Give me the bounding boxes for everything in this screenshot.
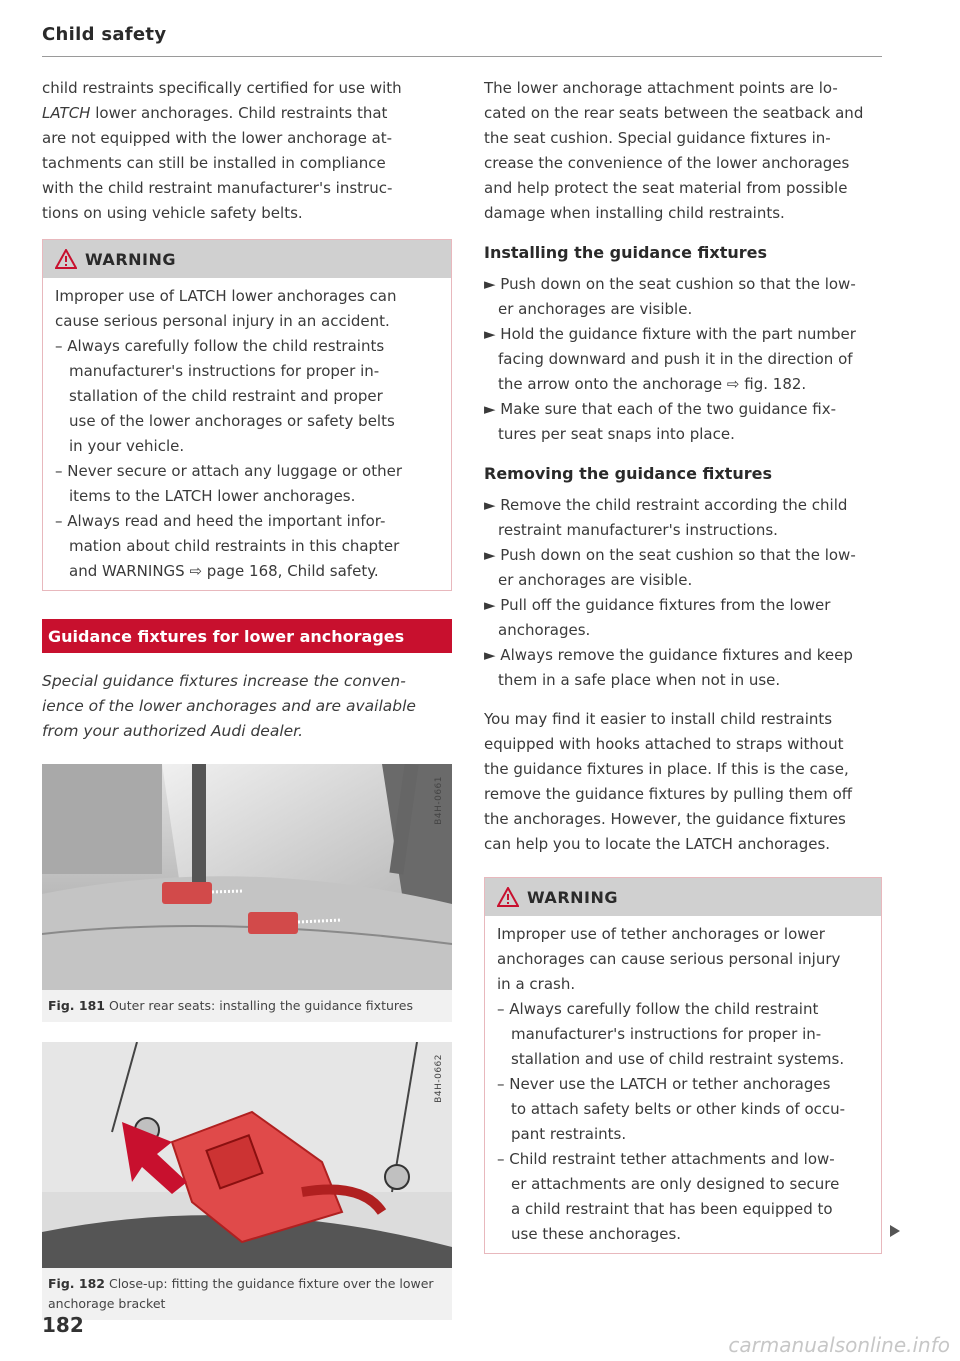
warning-title: WARNING <box>527 887 618 907</box>
right-column <box>484 76 882 1254</box>
page-header <box>42 24 882 57</box>
step-item: ► Make sure that each of the two guidance fix- tures per seat snaps into place. <box>484 400 837 443</box>
warning-title: WARNING <box>85 249 176 269</box>
body-paragraph: You may find it easier to install child restraints equipped with hooks attached to straps without the guidance fixtures in place. If this is the case, remove the guidance fixtures by pulling them off the anchorages. However, the guidance fixtures can help you to locate the LATCH anchorages. <box>484 710 853 853</box>
step-item: ► Pull off the guidance fixtures from the lower anchorages. <box>484 596 831 639</box>
intro-paragraph: The lower anchorage attachment points are lo- cated on the rear seats between the seatback and the seat cushion. Special guidance fixtures in- crease the convenience of the lower anchorages and help protect the seat material from possible damage when installing child restraints. <box>484 79 864 222</box>
chapter-title: Child safety <box>42 24 167 45</box>
figure-181-image <box>42 764 452 990</box>
step-item: ► Always remove the guidance fixtures and keep them in a safe place when not in use. <box>484 646 853 689</box>
warning-item: – Never secure or attach any luggage or other items to the LATCH lower anchorages. <box>55 462 403 505</box>
step-item: ► Remove the child restraint according the child restraint manufacturer's instructions. <box>484 496 848 539</box>
warning-triangle-icon <box>497 887 519 907</box>
figure-182-caption: Fig. 182 Close-up: fitting the guidance fixture over the lower anchorage bracket <box>42 1268 452 1320</box>
guidance-fixture-closeup-illustration <box>42 1042 452 1268</box>
warning-box-latch <box>42 239 452 591</box>
warning-item: – Always read and heed the important infor- mation about child restraints in this chapter and WARNINGS ⇨ page 168, Child safety. <box>55 512 400 580</box>
figure-code: B4H-0662 <box>434 1054 444 1103</box>
remove-steps <box>484 493 882 693</box>
warning-header <box>485 878 881 916</box>
warning-item: – Always carefully follow the child restraint manufacturer's instructions for proper in- stallation and use of child restraint systems. <box>497 1000 845 1068</box>
warning-lead: Improper use of tether anchorages or lower anchorages can cause serious personal injury in a crash. <box>497 925 841 993</box>
warning-item: – Never use the LATCH or tether anchorages to attach safety belts or other kinds of occu- pant restraints. <box>497 1075 846 1143</box>
cross-reference-link[interactable]: and WARNINGS ⇨ page 168, Child safety. <box>69 562 379 580</box>
figure-code: B4H-0661 <box>434 776 444 825</box>
left-column <box>42 76 452 1320</box>
watermark: carmanualsonline.info <box>728 1333 950 1357</box>
remove-heading: Removing the guidance fixtures <box>484 464 772 483</box>
warning-lead: Improper use of LATCH lower anchorages can cause serious personal injury in an accident. <box>55 287 397 330</box>
rear-seat-illustration <box>42 764 452 990</box>
step-item: ► Push down on the seat cushion so that the low- er anchorages are visible. <box>484 275 856 318</box>
warning-box-tether <box>484 877 882 1254</box>
figure-reference-link[interactable]: the arrow onto the anchorage ⇨ fig. 182. <box>498 375 807 393</box>
step-item: ► Hold the guidance fixture with the part number facing downward and push it in the direction of the arrow onto the anchorage ⇨ fig. 182. <box>484 325 856 393</box>
install-steps <box>484 272 882 447</box>
warning-body <box>485 916 881 1253</box>
warning-item: – Child restraint tether attachments and low- er attachments are only designed to secure a child restraint that has been equipped to use these anchorages. <box>497 1150 840 1243</box>
figure-181-caption: Fig. 181 Outer rear seats: installing the guidance fixtures <box>42 990 452 1022</box>
warning-item: – Always carefully follow the child restraints manufacturer's instructions for proper in- stallation of the child restraint and proper use of the lower anchorages or safety belts in your vehicle. <box>55 337 395 455</box>
page-number: 182 <box>42 1313 84 1337</box>
warning-body <box>43 278 451 590</box>
continued-arrow-icon <box>890 1225 900 1237</box>
figure-182-image <box>42 1042 452 1268</box>
section-title: Guidance fixtures for lower anchorages <box>42 619 452 653</box>
section-intro: Special guidance fixtures increase the conven- ience of the lower anchorages and are available from your authorized Audi dealer. <box>42 672 416 740</box>
step-item: ► Push down on the seat cushion so that the low- er anchorages are visible. <box>484 546 856 589</box>
intro-paragraph: child restraints specifically certified for use with LATCH lower anchorages. Child restraints that are not equipped with the lower anchorage at- tachments can still be installed in compliance with the child restraint manufacturer's instruc- tions on using vehicle safety belts. <box>42 79 402 222</box>
warning-header <box>43 240 451 278</box>
warning-triangle-icon <box>55 249 77 269</box>
install-heading: Installing the guidance fixtures <box>484 243 767 262</box>
